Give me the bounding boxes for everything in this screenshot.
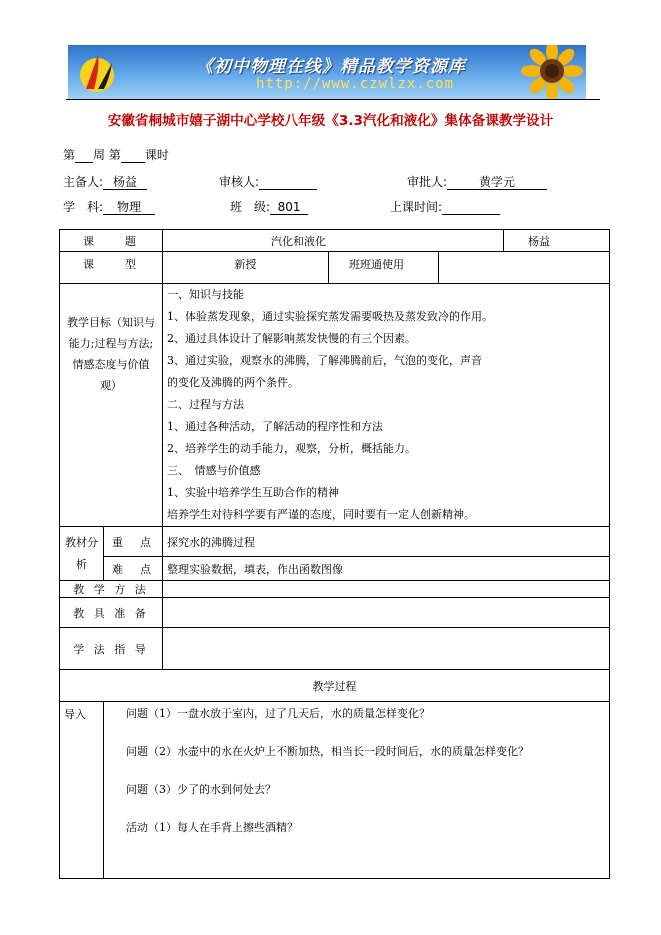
header-rule	[66, 99, 600, 100]
process-line: 活动（1）每人在手背上擦些酒精？	[126, 821, 298, 834]
process-header: 教学过程	[60, 670, 610, 702]
method-row	[60, 581, 610, 598]
document-title: 安徽省桐城市嬉子湖中心学校八年级《3.3汽化和液化》集体备课教学设计	[107, 113, 554, 129]
type-label: 课 型	[60, 252, 163, 284]
goals-label: 教学目标（知识与能力;过程与方法;情感态度与价值观）	[60, 284, 163, 527]
preparer: 主备人: 杨益	[63, 173, 147, 190]
type-row	[60, 252, 610, 284]
banner-url: http://www.czwlzx.com	[256, 76, 455, 92]
reviewer: 审核人:	[219, 173, 317, 190]
goal-line: 的变化及沸腾的两个条件。	[167, 376, 300, 389]
preparer-value: 杨益	[103, 175, 147, 190]
goal-line: 培养学生对待科学要有严谨的态度，同时要有一定人创新精神。	[167, 508, 476, 521]
tools-value	[163, 598, 610, 628]
method-label: 教 学 方 法	[60, 581, 163, 598]
goal-line: 三、 情感与价值感	[167, 464, 261, 477]
topic-value: 汽化和液化	[163, 230, 504, 252]
lesson-blank	[121, 148, 145, 163]
topic-row	[60, 230, 610, 252]
reviewer-blank	[259, 175, 317, 190]
intro-label: 导入	[60, 702, 104, 879]
process-row	[60, 702, 610, 879]
lesson-time-blank	[442, 200, 500, 215]
study-value	[163, 628, 610, 670]
goal-line: 1、实验中培养学生互助合作的精神	[167, 486, 340, 499]
goal-line: 2、培养学生的动手能力，观察，分析，概括能力。	[167, 442, 417, 455]
banner-slogan: 《初中物理在线》精品教学资源库	[196, 57, 466, 77]
goal-line: 3、通过实验，观察水的沸腾，了解沸腾前后，气泡的变化，声音	[167, 354, 483, 367]
subject: 学 科: 物理	[63, 198, 155, 215]
tools-row	[60, 598, 610, 628]
week-blank	[75, 148, 93, 163]
approver-value: 黄学元	[447, 175, 547, 190]
type-usage: 班班通使用	[329, 252, 439, 284]
goal-line: 2、通过具体设计了解影响蒸发快慢的有三个因素。	[167, 332, 417, 345]
type-empty-cell	[439, 252, 610, 284]
study-label: 学 法 指 导	[60, 628, 163, 670]
topic-label: 课 题	[60, 230, 163, 252]
analysis-label: 教材分析	[60, 527, 104, 581]
type-value: 新授	[163, 252, 329, 284]
lesson-time: 上课时间:	[390, 198, 500, 215]
process-line: 问题（1）一盘水放于室内，过了几天后，水的质量怎样变化？	[126, 707, 430, 720]
sunflower-icon	[512, 45, 584, 99]
difficulty-row	[60, 557, 610, 581]
process-header-row	[60, 670, 610, 702]
approver: 审批人: 黄学元	[407, 173, 547, 190]
difficulty-value: 整理实验数据，填表，作出函数图像	[163, 557, 610, 581]
key-row	[60, 527, 610, 557]
difficulty-label: 难 点	[104, 557, 163, 581]
goal-line: 1、通过各种活动，了解活动的程序性和方法	[167, 420, 384, 433]
process-line: 问题（2）水壶中的水在火炉上不断加热，相当长一段时间后，水的质量怎样变化？	[126, 745, 529, 758]
key-label: 重 点	[104, 527, 163, 557]
lesson-plan-table	[59, 229, 610, 879]
process-content	[104, 702, 610, 879]
goal-line: 二、过程与方法	[167, 398, 245, 411]
class-value: 801	[270, 200, 308, 215]
goal-line: 一、知识与技能	[167, 288, 245, 301]
goal-line: 1、体验蒸发现象，通过实验探究蒸发需要吸热及蒸发致冷的作用。	[167, 310, 494, 323]
goals-content	[163, 284, 610, 527]
subject-value: 物理	[103, 200, 155, 215]
class: 班 级: 801	[230, 198, 308, 215]
study-row	[60, 628, 610, 670]
method-value	[163, 581, 610, 598]
tools-label: 教 具 准 备	[60, 598, 163, 628]
week-line: 第 周 第 课时	[63, 148, 169, 162]
site-logo-icon	[74, 51, 120, 95]
goals-row	[60, 284, 610, 527]
topic-right-value: 杨益	[504, 230, 610, 252]
header-banner	[68, 45, 586, 99]
key-value: 探究水的沸腾过程	[163, 527, 610, 557]
process-line: 问题（3）少了的水到何处去？	[126, 783, 276, 796]
